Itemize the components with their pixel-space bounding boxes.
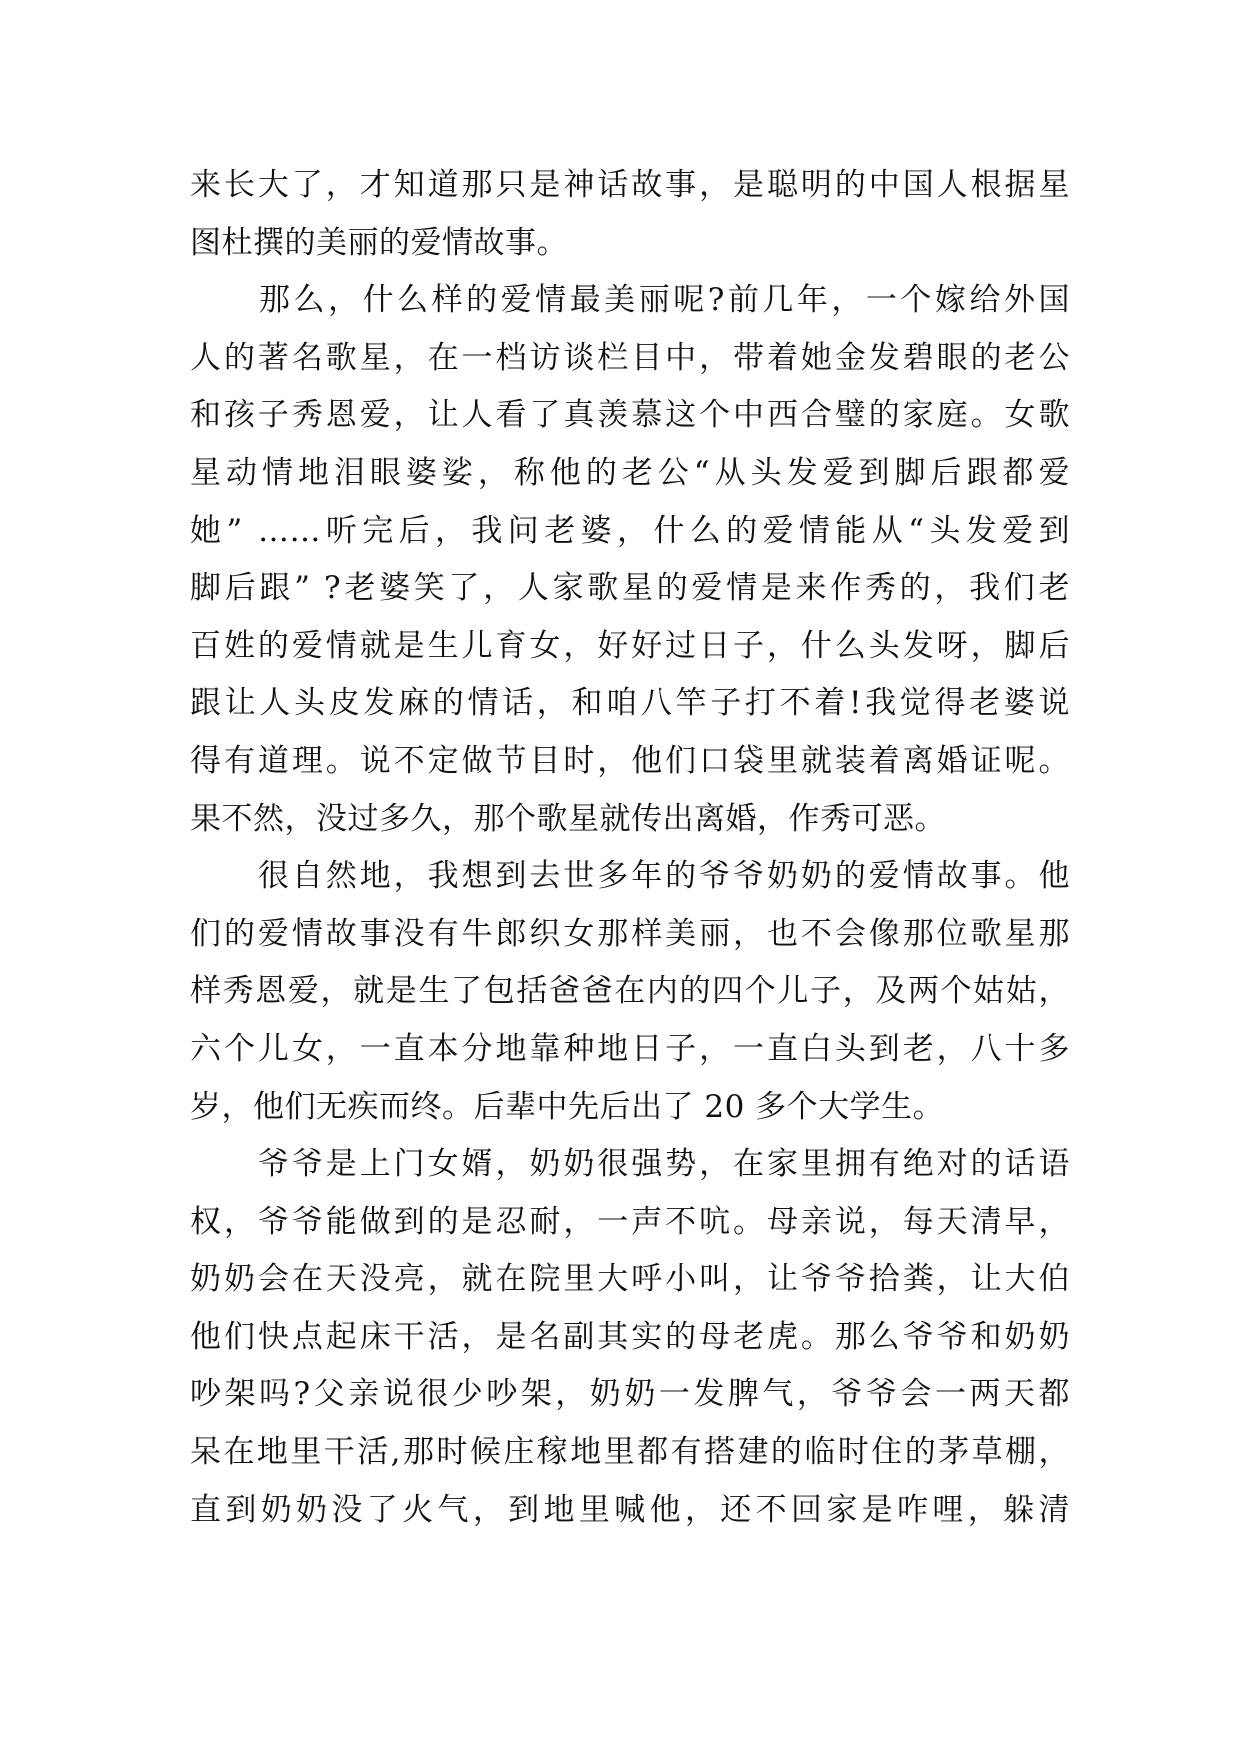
text-line: 人的著名歌星，在一档访谈栏目中，带着她金发碧眼的老公 [190, 339, 1070, 376]
text-line: 呆在地里干活,那时候庄稼地里都有搭建的临时住的茅草棚， [190, 1434, 1070, 1471]
text-line: 她” ……听完后，我问老婆，什么的爱情能从“头发爱到 [190, 512, 1070, 549]
text-line: 直到奶奶没了火气，到地里喊他，还不回家是咋哩，躲清 [190, 1491, 1070, 1528]
text-line: 权，爷爷能做到的是忍耐，一声不吭。母亲说，每天清早， [190, 1203, 1070, 1240]
paragraph-4 [190, 1136, 1070, 1539]
text-line: 果不然，没过多久，那个歌星就传出离婚，作秀可恶。 [190, 800, 946, 837]
text-line: 样秀恩爱，就是生了包括爸爸在内的四个儿子，及两个姑姑， [190, 973, 1070, 1010]
text-line: 图杜撰的美丽的爱情故事。 [190, 224, 568, 261]
paragraph-1 [190, 157, 1070, 272]
text-line: 那么，什么样的爱情最美丽呢?前几年，一个嫁给外国 [190, 282, 1070, 319]
text-line: 们的爱情故事没有牛郎织女那样美丽，也不会像那位歌星那 [190, 915, 1070, 952]
paragraph-2 [190, 272, 1070, 848]
text-line: 和孩子秀恩爱，让人看了真羡慕这个中西合璧的家庭。女歌 [190, 397, 1070, 434]
text-line: 脚后跟” ?老婆笑了，人家歌星的爱情是来作秀的，我们老 [190, 570, 1070, 607]
text-line: 岁，他们无疾而终。后辈中先后出了 20 多个大学生。 [190, 1088, 945, 1125]
text-line: 跟让人头皮发麻的情话，和咱八竿子打不着!我觉得老婆说 [190, 685, 1070, 722]
text-line: 吵架吗?父亲说很少吵架，奶奶一发脾气，爷爷会一两天都 [190, 1376, 1070, 1413]
text-line: 来长大了，才知道那只是神话故事，是聪明的中国人根据星 [190, 167, 1070, 203]
text-line: 奶奶会在天没亮，就在院里大呼小叫，让爷爷拾粪，让大伯 [190, 1261, 1070, 1298]
paragraph-3 [190, 848, 1070, 1136]
text-line: 爷爷是上门女婿，奶奶很强势，在家里拥有绝对的话语 [190, 1146, 1070, 1183]
text-line: 得有道理。说不定做节目时，他们口袋里就装着离婚证呢。 [190, 742, 1070, 779]
text-line: 很自然地，我想到去世多年的爷爷奶奶的爱情故事。他 [190, 858, 1070, 895]
text-line: 他们快点起床干活，是名副其实的母老虎。那么爷爷和奶奶 [190, 1318, 1070, 1355]
text-line: 百姓的爱情就是生儿育女，好好过日子，什么头发呀，脚后 [190, 627, 1070, 664]
document-page [190, 157, 1070, 1539]
text-line: 六个儿女，一直本分地靠种地日子，一直白头到老，八十多 [190, 1030, 1070, 1067]
text-line: 星动情地泪眼婆娑，称他的老公“从头发爱到脚后跟都爱 [190, 454, 1070, 491]
